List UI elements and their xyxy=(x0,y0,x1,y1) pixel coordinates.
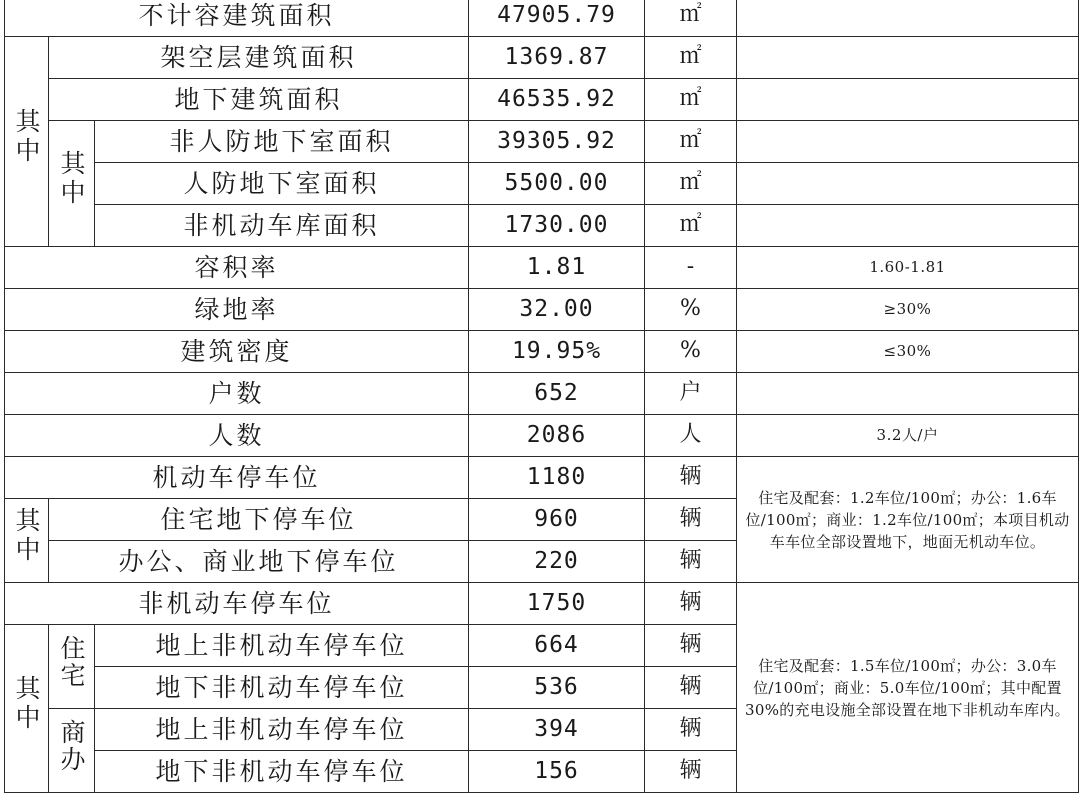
row-note xyxy=(737,121,1079,163)
row-label: 机动车停车位 xyxy=(5,457,469,499)
row-label: 办公、商业地下停车位 xyxy=(49,541,469,583)
row-label: 地下非机动车停车位 xyxy=(95,667,469,709)
row-label: 地下非机动车停车位 xyxy=(95,751,469,793)
subgroup-label-basement: 其中 xyxy=(49,121,95,247)
motor-parking-note: 住宅及配套：1.2车位/100㎡；办公：1.6车位/100㎡；商业：1.2车位/100㎡；本项目机动车车位全部设置地下，地面无机动车位。 xyxy=(737,457,1079,583)
table-row xyxy=(5,331,1079,373)
table-row xyxy=(5,205,1079,247)
row-label: 户数 xyxy=(5,373,469,415)
row-value: 39305.92 xyxy=(469,121,645,163)
row-value: 220 xyxy=(469,541,645,583)
row-unit: 辆 xyxy=(645,667,737,709)
row-note xyxy=(737,37,1079,79)
row-value: 652 xyxy=(469,373,645,415)
row-note: 1.60-1.81 xyxy=(737,247,1079,289)
building-indicator-table xyxy=(4,0,1079,793)
row-unit: 辆 xyxy=(645,457,737,499)
table-row xyxy=(5,373,1079,415)
subgroup-label-commercial: 商办 xyxy=(49,709,95,793)
bicycle-parking-note: 住宅及配套：1.5车位/100㎡；办公：3.0车位/100㎡；商业：5.0车位/100㎡；其中配置30%的充电设施全部设置在地下非机动车库内。 xyxy=(737,583,1079,793)
row-value: 19.95% xyxy=(469,331,645,373)
row-label: 地上非机动车停车位 xyxy=(95,625,469,667)
row-value: 1730.00 xyxy=(469,205,645,247)
row-value: 2086 xyxy=(469,415,645,457)
row-note xyxy=(737,205,1079,247)
group-label-bicycle: 其中 xyxy=(5,625,49,793)
row-note: ≤30% xyxy=(737,331,1079,373)
table-row xyxy=(5,0,1079,37)
row-value: 32.00 xyxy=(469,289,645,331)
row-value: 5500.00 xyxy=(469,163,645,205)
table-row xyxy=(5,247,1079,289)
row-label: 建筑密度 xyxy=(5,331,469,373)
row-unit: 辆 xyxy=(645,709,737,751)
row-unit: 辆 xyxy=(645,499,737,541)
row-label: 非机动车库面积 xyxy=(95,205,469,247)
row-label: 非机动车停车位 xyxy=(5,583,469,625)
table-row xyxy=(5,163,1079,205)
row-unit: 辆 xyxy=(645,583,737,625)
row-label: 架空层建筑面积 xyxy=(49,37,469,79)
table-row xyxy=(5,415,1079,457)
row-unit: ㎡ xyxy=(645,163,737,205)
table-row xyxy=(5,457,1079,499)
row-note xyxy=(737,79,1079,121)
row-unit: - xyxy=(645,247,737,289)
row-unit: 辆 xyxy=(645,625,737,667)
row-unit: 辆 xyxy=(645,751,737,793)
table-row xyxy=(5,583,1079,625)
group-label-area: 其中 xyxy=(5,37,49,247)
row-unit: % xyxy=(645,289,737,331)
row-label: 地下建筑面积 xyxy=(49,79,469,121)
row-value: 1.81 xyxy=(469,247,645,289)
row-note: 3.2人/户 xyxy=(737,415,1079,457)
row-note xyxy=(737,373,1079,415)
row-unit: ㎡ xyxy=(645,0,737,37)
row-unit: ㎡ xyxy=(645,79,737,121)
row-unit: ㎡ xyxy=(645,205,737,247)
row-note: ≥30% xyxy=(737,289,1079,331)
row-value: 664 xyxy=(469,625,645,667)
spec-table-container xyxy=(4,0,1080,800)
row-label: 不计容建筑面积 xyxy=(5,0,469,37)
row-value: 156 xyxy=(469,751,645,793)
row-value: 394 xyxy=(469,709,645,751)
row-label: 住宅地下停车位 xyxy=(49,499,469,541)
row-label: 人防地下室面积 xyxy=(95,163,469,205)
subgroup-label-residential: 住宅 xyxy=(49,625,95,709)
table-row xyxy=(5,121,1079,163)
row-unit: ㎡ xyxy=(645,37,737,79)
table-row xyxy=(5,37,1079,79)
row-label: 地上非机动车停车位 xyxy=(95,709,469,751)
row-label: 非人防地下室面积 xyxy=(95,121,469,163)
row-unit: 辆 xyxy=(645,541,737,583)
row-label: 人数 xyxy=(5,415,469,457)
row-unit: 人 xyxy=(645,415,737,457)
group-label-motor: 其中 xyxy=(5,499,49,583)
row-value: 1180 xyxy=(469,457,645,499)
row-label: 容积率 xyxy=(5,247,469,289)
table-row xyxy=(5,79,1079,121)
row-value: 47905.79 xyxy=(469,0,645,37)
row-unit: 户 xyxy=(645,373,737,415)
row-label: 绿地率 xyxy=(5,289,469,331)
row-unit: ㎡ xyxy=(645,121,737,163)
row-value: 1369.87 xyxy=(469,37,645,79)
row-value: 536 xyxy=(469,667,645,709)
row-value: 960 xyxy=(469,499,645,541)
row-unit: % xyxy=(645,331,737,373)
row-value: 46535.92 xyxy=(469,79,645,121)
row-note xyxy=(737,163,1079,205)
row-note xyxy=(737,0,1079,37)
table-row xyxy=(5,289,1079,331)
row-value: 1750 xyxy=(469,583,645,625)
